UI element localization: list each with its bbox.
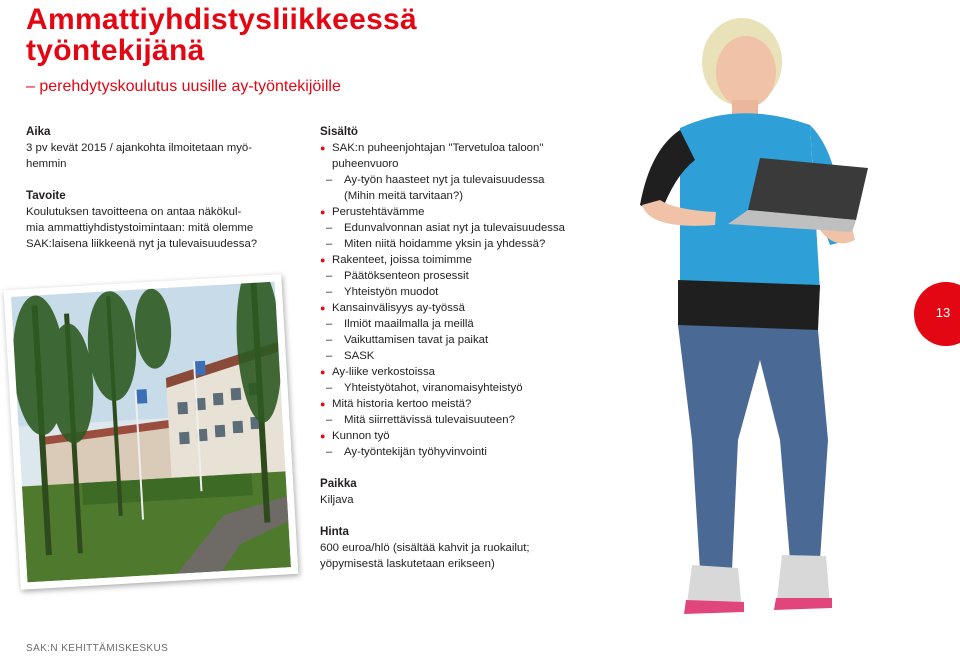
list-item: ● Rakenteet, joissa toimimme xyxy=(320,252,620,268)
sub-list-item: – Miten niitä hoidamme yksin ja yhdessä? xyxy=(320,236,620,252)
page-subtitle: – perehdytyskoulutus uusille ay-työntekijöille xyxy=(26,78,341,95)
campus-photo xyxy=(4,274,299,590)
list-item: ● Ay-liike verkostoissa xyxy=(320,364,620,380)
page-title xyxy=(26,4,417,66)
tavoite-section xyxy=(26,188,296,252)
title-line-1: Ammattiyhdistysliikkeessä xyxy=(26,3,418,36)
hinta-heading: Hinta xyxy=(320,525,349,538)
campus-photo-image xyxy=(11,282,291,583)
tavoite-line-3: SAK:laisena liikkeenä nyt ja tulevaisuudessa? xyxy=(26,238,258,250)
sub-list-item: – Mitä siirrettävissä tulevaisuuteen? xyxy=(320,412,620,428)
left-column xyxy=(26,124,296,252)
aika-line-1: 3 pv kevät 2015 / ajankohta ilmoitetaan myö- xyxy=(26,142,253,154)
sub-list-item: – Yhteistyötahot, viranomaisyhteistyö xyxy=(320,380,620,396)
tavoite-line-1: Koulutuksen tavoitteena on antaa näkökul- xyxy=(26,206,242,218)
sub-list-item: – Ay-työn haasteet nyt ja tulevaisuudessa xyxy=(320,172,620,188)
sub-list-item: (Mihin meitä tarvitaan?) xyxy=(344,190,464,202)
sub-list-item: – Päätöksenteon prosessit xyxy=(320,268,620,284)
aika-heading: Aika xyxy=(26,125,51,138)
paikka-section xyxy=(320,476,620,508)
paikka-value: Kiljava xyxy=(320,494,354,506)
sub-list-item: – Vaikuttamisen tavat ja paikat xyxy=(320,332,620,348)
sub-list-item: – Edunvalvonnan asiat nyt ja tulevaisuudessa xyxy=(320,220,620,236)
sub-list-item: – SASK xyxy=(320,348,620,364)
list-item: ● Kansainvälisyys ay-työssä xyxy=(320,300,620,316)
paikka-heading: Paikka xyxy=(320,477,357,490)
middle-column xyxy=(320,124,620,572)
sub-list-item: – Ilmiöt maailmalla ja meillä xyxy=(320,316,620,332)
list-item: ● Mitä historia kertoo meistä? xyxy=(320,396,620,412)
person-photo-image xyxy=(620,0,940,640)
sub-list-item: puheenvuoro xyxy=(332,158,399,170)
sub-list-item: – Yhteistyön muodot xyxy=(320,284,620,300)
aika-section xyxy=(26,124,296,172)
footer-text: SAK:N KEHITTÄMISKESKUS xyxy=(26,643,169,654)
sub-list-item: – Ay-työntekijän työhyvinvointi xyxy=(320,444,620,460)
tavoite-line-2: mia ammattiyhdistystoimintaan: mitä olemme xyxy=(26,222,254,234)
page-number: 13 xyxy=(935,305,951,320)
person-photo xyxy=(620,0,940,640)
hinta-line-1: 600 euroa/hlö (sisältää kahvit ja ruokailut; xyxy=(320,542,530,554)
tavoite-heading: Tavoite xyxy=(26,189,66,202)
aika-line-2: hemmin xyxy=(26,158,67,170)
sisalto-list xyxy=(320,140,620,460)
list-item: ● Kunnon työ xyxy=(320,428,620,444)
list-item: ● Perustehtävämme xyxy=(320,204,620,220)
hinta-section xyxy=(320,524,620,572)
sisalto-heading: Sisältö xyxy=(320,125,359,138)
hinta-line-2: yöpymisestä laskutetaan erikseen) xyxy=(320,558,495,570)
list-item: ● SAK:n puheenjohtajan "Tervetuloa taloon" xyxy=(320,140,620,156)
title-line-2: työntekijänä xyxy=(26,34,205,67)
